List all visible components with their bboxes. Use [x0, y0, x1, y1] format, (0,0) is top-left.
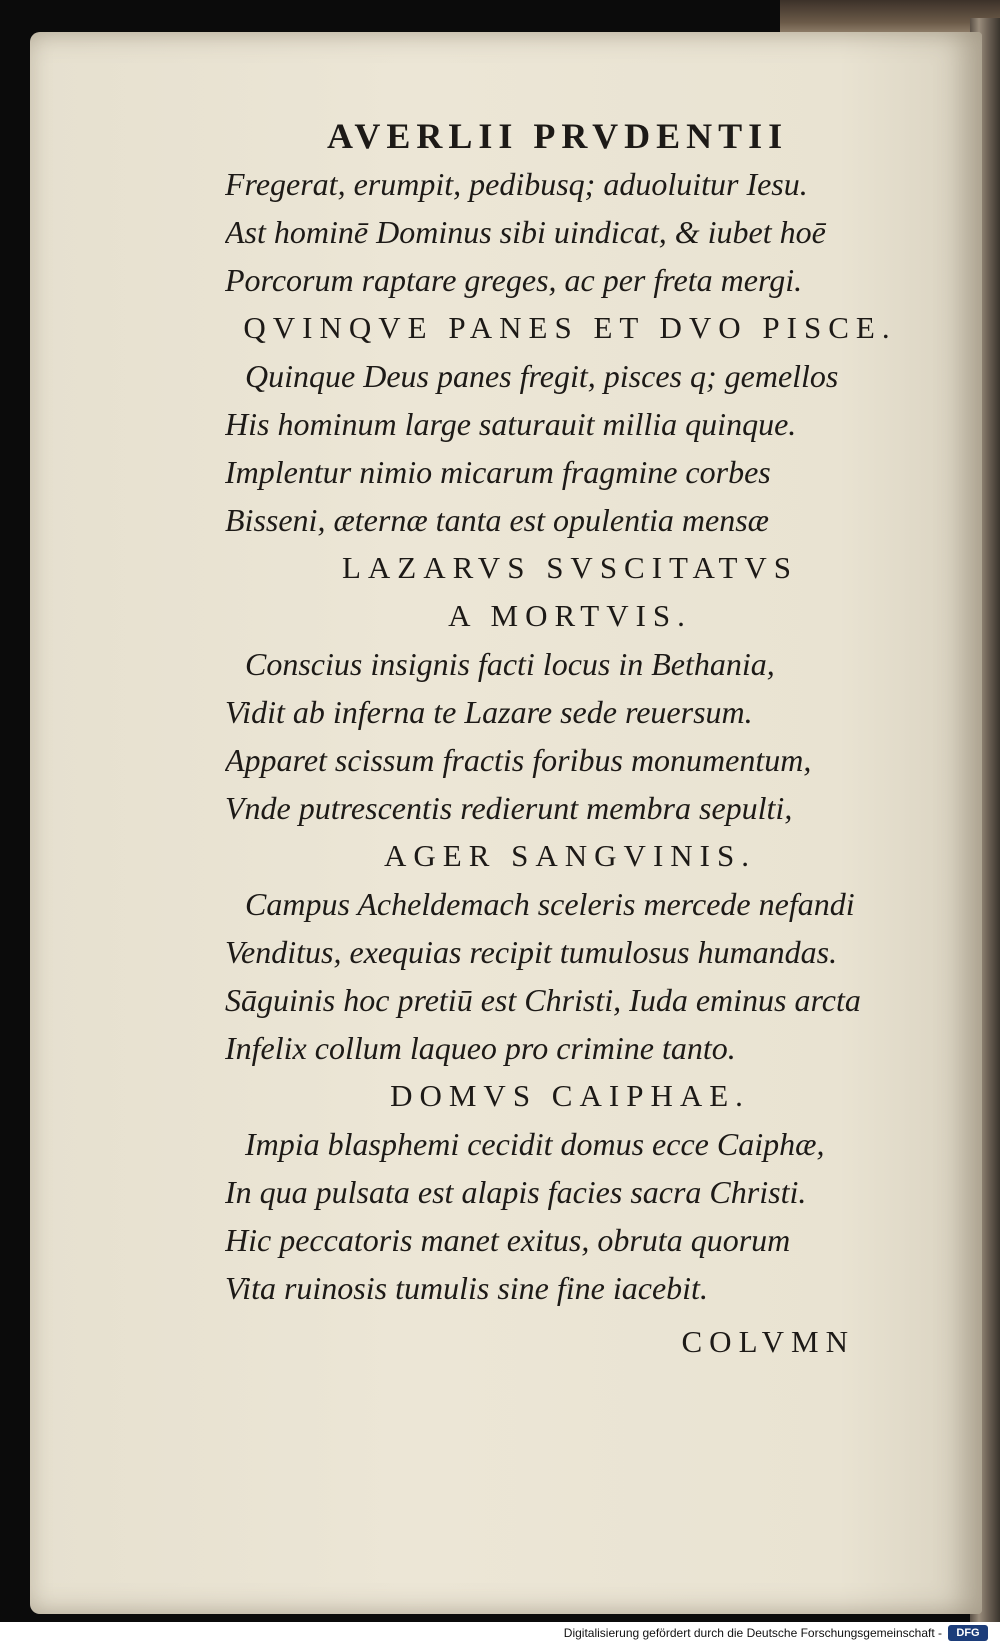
verse-line: Bisseni, æternæ tanta est opulentia mensæ — [225, 502, 769, 538]
book-edge-top — [780, 0, 1000, 32]
verse-line: Hic peccatoris manet exitus, obruta quorum — [225, 1222, 791, 1258]
verse-line: Implentur nimio micarum fragmine corbes — [225, 454, 771, 490]
verse-line: Venditus, exequias recipit tumulosus humandas. — [225, 934, 838, 970]
verse-line: Infelix collum laqueo pro crimine tanto. — [225, 1030, 736, 1066]
footer-bar — [0, 1622, 1000, 1646]
running-head: AVERLII PRVDENTII — [327, 116, 789, 156]
footer-credit: Digitalisierung gefördert durch die Deutsche Forschungsgemeinschaft - — [563, 1626, 942, 1640]
verse-line: His hominum large saturauit millia quinque. — [225, 406, 797, 442]
section-heading: DOMVS CAIPHAE. — [390, 1078, 750, 1113]
verse-line: Ast hominē Dominus sibi uindicat, & iubet hoē — [225, 214, 826, 250]
verse-line: Impia blasphemi cecidit domus ecce Caiphæ, — [245, 1126, 825, 1162]
text-block — [225, 112, 915, 1366]
catchword: COLVMN — [681, 1324, 855, 1359]
verse-line: Porcorum raptare greges, ac per freta mergi. — [225, 262, 803, 298]
sections — [225, 160, 915, 1312]
verse-line: Campus Acheldemach sceleris mercede nefandi — [245, 886, 855, 922]
verse-line: Conscius insignis facti locus in Bethania, — [245, 646, 775, 682]
verse-line: Vidit ab inferna te Lazare sede reuersum. — [225, 694, 753, 730]
verse-line: In qua pulsata est alapis facies sacra Christi. — [225, 1174, 807, 1210]
dfg-logo: DFG — [948, 1625, 988, 1641]
verse-line: Quinque Deus panes fregit, pisces q; gemellos — [245, 358, 839, 394]
verse-line: Fregerat, erumpit, pedibusq; aduoluitur Iesu. — [225, 166, 808, 202]
section-heading: LAZARVS SVSCITATVS — [341, 550, 799, 585]
section-heading: QVINQVE PANES ET DVO PISCE. — [243, 310, 897, 345]
section-heading: A MORTVIS. — [448, 598, 692, 633]
verse-line: Vita ruinosis tumulis sine fine iacebit. — [225, 1270, 708, 1306]
section-heading: AGER SANGVINIS. — [384, 838, 756, 873]
verse-line: Apparet scissum fractis foribus monumentum, — [225, 742, 812, 778]
verse-line: Sāguinis hoc pretiū est Christi, Iuda eminus arcta — [225, 982, 861, 1018]
verse-line: Vnde putrescentis redierunt membra sepulti, — [225, 790, 793, 826]
